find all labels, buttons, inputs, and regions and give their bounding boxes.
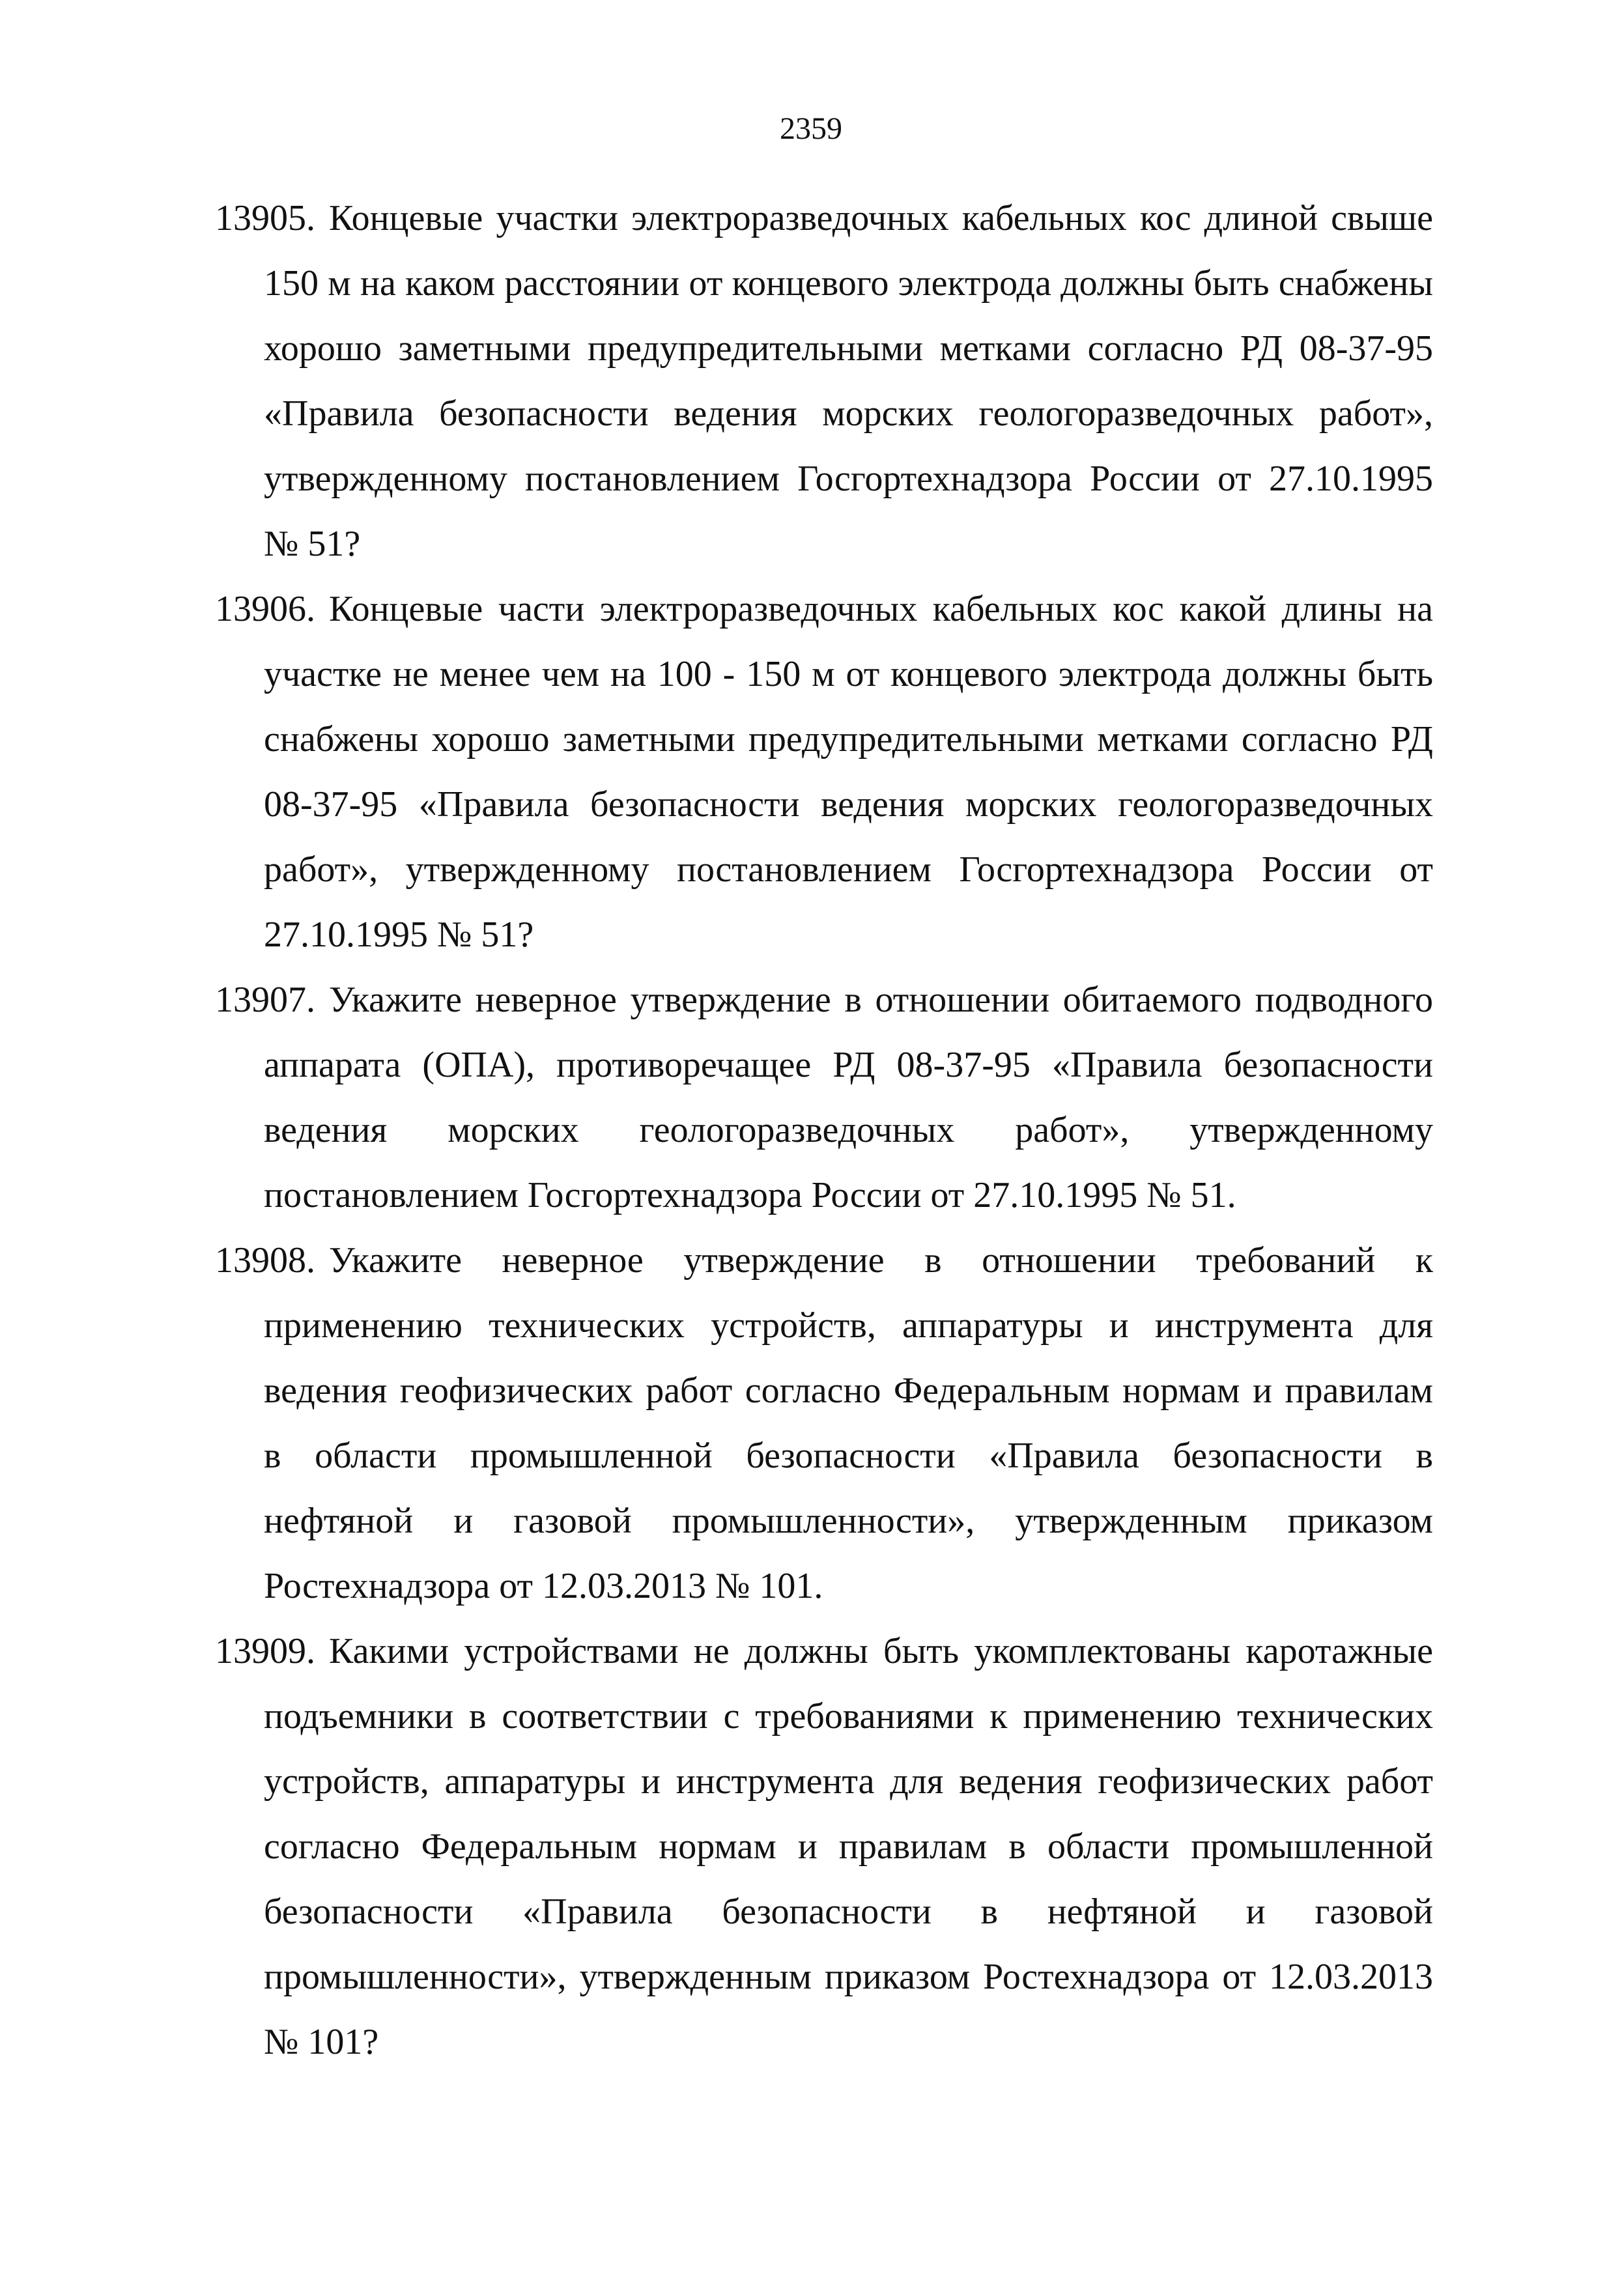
page-number: 2359 bbox=[780, 111, 842, 146]
question-item bbox=[215, 576, 1433, 967]
question-number: 13908. bbox=[215, 1240, 315, 1281]
question-text: Укажите неверное утверждение в отношении требований к применению технических устройств, аппаратуры и инструмента для ведения геофизических работ согласно Федеральным нормам и правилам в области промышленной безопасности «Правила безопасности в нефтяной и газовой промышленности», утвержденным приказом Ростехнадзора от 12.03.2013 № 101. bbox=[264, 1240, 1433, 1606]
question-number: 13906. bbox=[215, 589, 315, 629]
question-text: Укажите неверное утверждение в отношении обитаемого подводного аппарата (ОПА), противоречащее РД 08-37-95 «Правила безопасности ведения морских геологоразведочных работ», утвержденному постановлением Госгортехнадзора России от 27.10.1995 № 51. bbox=[264, 980, 1433, 1215]
question-number: 13909. bbox=[215, 1631, 315, 1671]
question-item bbox=[215, 186, 1433, 576]
question-text: Концевые части электроразведочных кабельных кос какой длины на участке не менее чем на 100 - 150 м от концевого электрода должны быть снабжены хорошо заметными предупредительными метками согласно РД 08-37-95 «Правила безопасности ведения морских геологоразведочных работ», утвержденному постановлением Госгортехнадзора России от 27.10.1995 № 51? bbox=[264, 589, 1433, 955]
question-text: Концевые участки электроразведочных кабельных кос длиной свыше 150 м на каком расстоянии от концевого электрода должны быть снабжены хорошо заметными предупредительными метками согласно РД 08-37-95 «Правила безопасности ведения морских геологоразведочных работ», утвержденному постановлением Госгортехнадзора России от 27.10.1995 № 51? bbox=[264, 198, 1433, 564]
question-text: Какими устройствами не должны быть укомплектованы каротажные подъемники в соответствии с требованиями к применению технических устройств, аппаратуры и инструмента для ведения геофизических работ согласно Федеральным нормам и правилам в области промышленной безопасности «Правила безопасности в нефтяной и газовой промышленности», утвержденным приказом Ростехнадзора от 12.03.2013 № 101? bbox=[264, 1631, 1433, 2062]
question-number: 13905. bbox=[215, 198, 315, 238]
question-item bbox=[215, 967, 1433, 1228]
question-list bbox=[215, 186, 1433, 2075]
question-item bbox=[215, 1619, 1433, 2075]
question-item bbox=[215, 1228, 1433, 1619]
question-number: 13907. bbox=[215, 980, 315, 1020]
